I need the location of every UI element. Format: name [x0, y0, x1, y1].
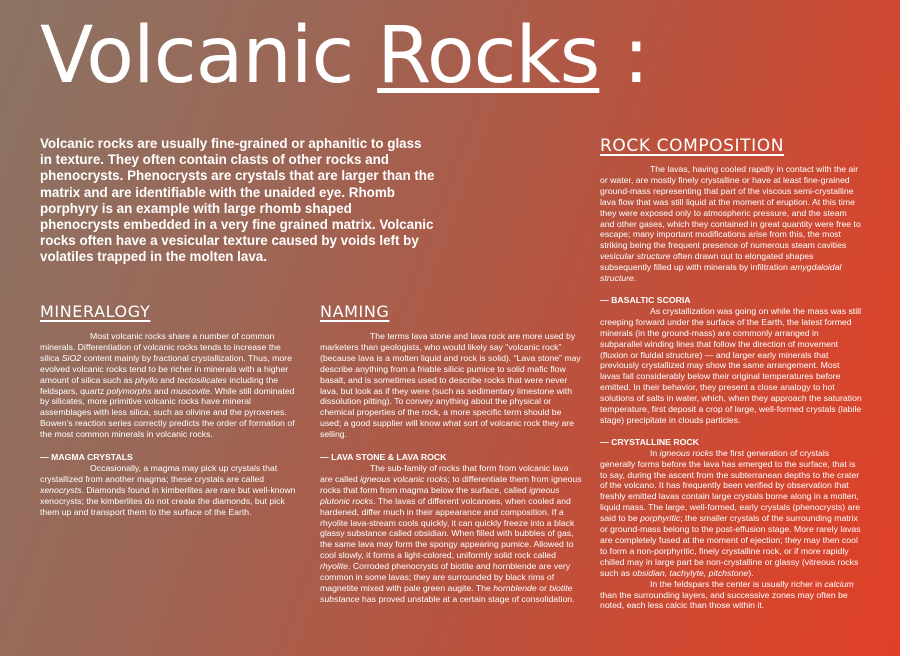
page-title — [40, 11, 649, 101]
crystalline-rock-heading: — CRYSTALLINE ROCK — [600, 436, 699, 447]
title-word-volcanic: Volcanic — [40, 11, 354, 101]
lava-stone-paragraph: The sub-family of rocks that form from volcanic lava are called igneous volcanic rocks; to differentiate them from igneous rocks that form from magma below the surface, called igneous plutonic rocks. The lavas of different volcanoes, when cooled and hardened, differ much in their appearance and composition. If a rhyolite lava-stream cools quickly, it can quickly freeze into a black glassy substance called obsidian. When filled with bubbles of gas, the same lava may form the spongy appearing pumice. Allowed to cool slowly, it forms a light-colored, uniformly solid rock called rhyolite. Corroded phenocrysts of biotite and hornblende are very common in some lavas; they are surrounded by black rims of magnetite mixed with pale green augite. The hornblende or biotite substance has proved unstable at a certain stage of consolidation. — [320, 462, 582, 604]
magma-crystals-paragraph: Occasionally, a magma may pick up crystals that crystallized from another magma; these crystals are called xenocrysts. Diamonds found in kimberlites are rare but well-known xenocrysts; the kimberlites do not create the diamonds, but pick them up and transport them to the surface of the Earth. — [40, 462, 296, 517]
basaltic-scoria-heading: — BASALTIC SCORIA — [600, 294, 691, 305]
crystalline-rock-paragraph: In igneous rocks the first generation of crystals generally forms before the lava has emerged to the surface, that is to say, during the ascent from the subterranean depths to the crater of the volcano. It has frequently been verified by observation that freshly emitted lavas contain large crystals borne along in a molten, liquid mass. The large, well-formed, early crystals (phenocrysts) are said to be porphyritic; the smaller crystals of the surrounding matrix or ground-mass belong to the post-effusion stage. More rarely lavas are completely fused at the moment of ejection; they may then cool to form a non-porphyritic, finely crystalline rock, or if more rapidly chilled may in large part be non-crystalline or glassy (vitreous rocks such as obsidian, tachylyte, pitchstone). — [600, 447, 861, 578]
mineralogy-section — [40, 302, 302, 518]
feldspars-paragraph: In the feldspars the center is usually richer in calcium than the surrounding layers, and successive zones may often be noted, each less calcic than those within it. — [600, 578, 854, 611]
naming-heading: NAMING — [320, 302, 390, 321]
naming-section — [320, 302, 582, 605]
rock-composition-section — [600, 136, 862, 611]
title-colon: : — [623, 11, 649, 101]
naming-paragraph: The terms lava stone and lava rock are more used by marketers than geologists, who would likely say “volcanic rock” (because lava is a molten liquid and rock is solid). “Lava stone” may describe anything from a friable silicic pumice to solid mafic flow basalt, and is sometimes used to describe rocks that were never lava, but look as if they were (such as sedimentary limestone with dissolution pitting). To convey anything about the physical or chemical properties of the rock, a more specific term should be used; a good supplier will know what sort of volcanic rock they are selling. — [320, 331, 581, 440]
rock-composition-paragraph: The lavas, having cooled rapidly in contact with the air or water, are mostly finely crystalline or have at least fine-grained ground-mass representing that part of the viscous semi-crystalline lava flow that was still liquid at the moment of eruption. At this time they were exposed only to atmospheric pressure, and the steam and other gases, which they contained in great quantity were free to escape; many important modifications arise from this, the most striking being the frequent presence of numerous steam cavities vesicular structure often drawn out to elongated shapes subsequently filled up with minerals by infiltration amygdaloidal structure. — [600, 164, 861, 284]
mineralogy-paragraph: Most volcanic rocks share a number of common minerals. Differentiation of volcanic rocks tends to increase the silica SiO2 content mainly by fractional crystallization. Thus, more evolved volcanic rocks tend to be richer in minerals with a higher amount of silica such as phyllo and tectosilicates including the feldspars, quartz polymorphs and muscovite. While still dominated by silicates, more primitive volcanic rocks have mineral assemblages with less silica, such as olivine and the pyroxenes. Bowen's reaction series correctly predicts the order of formation of the most common minerals in volcanic rocks. — [40, 331, 295, 440]
intro-text: Volcanic rocks are usually fine-grained or aphanitic to glass in texture. They often contain clasts of other rocks and phenocrysts. Phenocrysts are crystals that are larger than the matrix and are identifiable with the unaided eye. Rhomb porphyry is an example with large rhomb shaped phenocrysts embedded in a very fine grained matrix. Volcanic rocks often have a vesicular texture caused by voids left by volatiles trapped in the molten lava. — [40, 136, 435, 265]
rock-composition-heading: ROCK COMPOSITION — [600, 136, 785, 156]
magma-crystals-heading: — MAGMA CRYSTALS — [40, 452, 133, 463]
basaltic-scoria-paragraph: As crystallization was going on while the mass was still creeping forward under the surface of the Earth, the latest formed minerals (in the ground-mass) are commonly arranged in subparallel winding lines that follow the direction of movement (fluxion or fluidal structure) — and larger early minerals that previously crystallized may show the same arrangement. Most lavas fall considerably below their original temperatures before emitted. In their behavior, they present a close analogy to hot solutions of salts in water, which, when they approach the saturation temperature, first deposit a crop of large, well-formed crystals (labile stage) precipitate in clouds particles. — [600, 305, 862, 425]
lava-stone-heading: — LAVA STONE & LAVA ROCK — [320, 452, 447, 463]
mineralogy-heading: MINERALOGY — [40, 302, 151, 321]
intro-paragraph — [40, 136, 435, 266]
title-word-rocks: Rocks — [377, 11, 600, 101]
